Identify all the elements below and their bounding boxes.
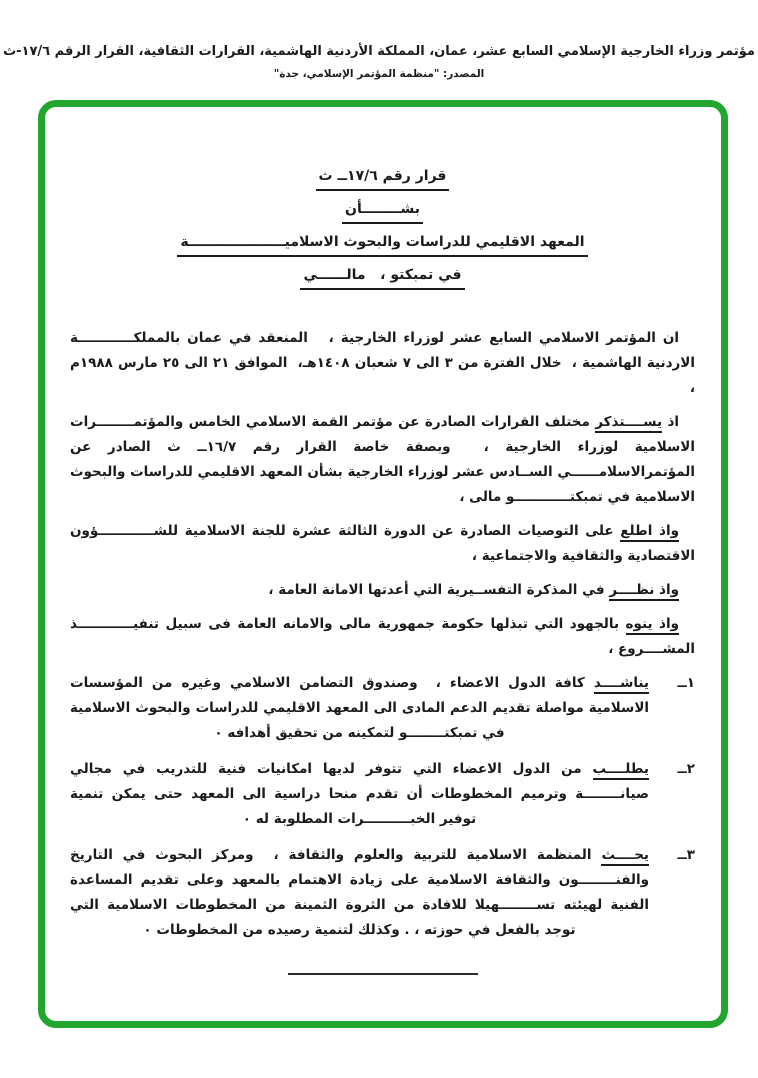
resolution-title-location [70, 265, 695, 290]
preamble-paragraph-5 [70, 612, 695, 662]
item-number: ٣ــ [677, 847, 695, 863]
operative-item-1 [70, 671, 695, 746]
header [0, 0, 758, 80]
preamble-paragraph-1 [70, 326, 695, 401]
footer-rule [288, 973, 478, 975]
resolution-title-regarding [70, 199, 695, 224]
underlined-word: واذ نظــــر [609, 582, 679, 601]
item-body-text: المنظمة الاسلامية للتربية والعلوم والثقافة ، ومركز البحوث في التاريخ والفنــــــــون والثقافة الاسلامية على زيادة الاهتمام بالمعهد وعلى تقديم المساعدة الفنية لهيئته تســــــــهيلا للافادة من الثروة الثمينة من المخطوطات الاسلامية التي توجد بالفعل في حوزته ، . وكذلك لتنمية رصيده من المخطوطات ٠ [70, 847, 649, 938]
item-text [70, 757, 649, 832]
paragraph-text: في المذكرة التفســيرية التي أعدتها الامانة العامة ، [268, 582, 610, 598]
underlined-word: يطلــــب [593, 761, 649, 780]
preamble-paragraph-2 [70, 410, 695, 510]
item-number: ٢ــ [677, 761, 695, 777]
item-body-text: من الدول الاعضاء التي تتوفر لديها امكانيات فنية للتدريب في مجالي صيانــــــــة وترميم المخطوطات أن تقدم منحا دراسية الى المعهد حتى يمكن تنمية توفير الخبــــــــــرات المطلوبة له ٠ [70, 761, 649, 827]
resolution-title-number [70, 166, 695, 191]
operative-item-2 [70, 757, 695, 832]
title-block [70, 166, 695, 290]
header-source: المصدر: "منظمة المؤتمر الإسلامي، جدة" [273, 68, 485, 80]
document-body [70, 166, 695, 975]
item-text [70, 671, 649, 746]
regarding-text: بشــــــــأن [342, 199, 423, 224]
paragraph-text: مختلف القرارات الصادرة عن مؤتمر القمة الاسلامي الخامس والمؤتمــــــــرات الاسلامية لوزراء الخارجية ، وبصفة خاصة القرار رقم ١٦/٧ــ ث الصادر عن المؤتمرالاسلامــــــي الســادس عشر لوزراء الخارجية بشأن المعهد الاقليمي للدراسات والبحوث الاسلامية في تمبكتــــــــــــو مالى ، [70, 414, 695, 505]
item-text [70, 843, 649, 943]
item-number: ١ــ [677, 675, 695, 691]
preamble-paragraph-4 [70, 578, 695, 603]
underlined-word: يناشــــد [594, 675, 649, 694]
subject-text: المعهد الاقليمي للدراسات والبحوث الاسلاميــــــــــــــــــــة [177, 232, 587, 257]
paragraph-text: على التوصيات الصادرة عن الدورة الثالثة عشرة للجنة الاسلامية للشــــــــــــؤون الاقتصادية والثقافية والاجتماعية ، [70, 523, 695, 564]
underlined-word: يســــتذكر [595, 414, 662, 433]
underlined-word: واذ اطلع [620, 523, 679, 542]
location-text: في تمبكتو ، مالــــــي [300, 265, 464, 290]
operative-item-3 [70, 843, 695, 943]
resolution-number-text: قرار رقم ١٧/٦ــ ث [316, 166, 450, 191]
underlined-word: يحــــث [601, 847, 649, 866]
header-citation: مؤتمر وزراء الخارجية الإسلامي السابع عشر، عمان، المملكة الأردنية الهاشمية، القرارات الثقافية، القرار الرقم ١٧/٦-ث [3, 44, 755, 59]
paragraph-lead: اذ [662, 414, 680, 430]
paragraph-text: ان المؤتمر الاسلامي السابع عشر لوزراء الخارجية ، المنعقد في عمان بالمملكــــــــــــة الاردنية الهاشمية ، خلال الفترة من ٣ الى ٧ شعبان ١٤٠٨هـ، الموافق ٢١ الى ٢٥ مارس ١٩٨٨م ، [70, 330, 695, 396]
resolution-title-subject [70, 232, 695, 257]
preamble-paragraph-3 [70, 519, 695, 569]
item-body-text: كافة الدول الاعضاء ، وصندوق التضامن الاسلامي وغيره من المؤسسات الاسلامية مواصلة تقديم الدعم المادى الى المعهد الاقليمي للدراسات والبحوث الاسلامية في تمبكتــــــــو لتمكينه من تحقيق أهدافه ٠ [70, 675, 649, 741]
underlined-word: واذ ينوه [626, 616, 679, 635]
paragraph-text: بالجهود التي تبذلها حكومة جمهورية مالى والامانه العامة فى سبيل تنفيــــــــــــذ المشــــروع ، [70, 616, 695, 657]
